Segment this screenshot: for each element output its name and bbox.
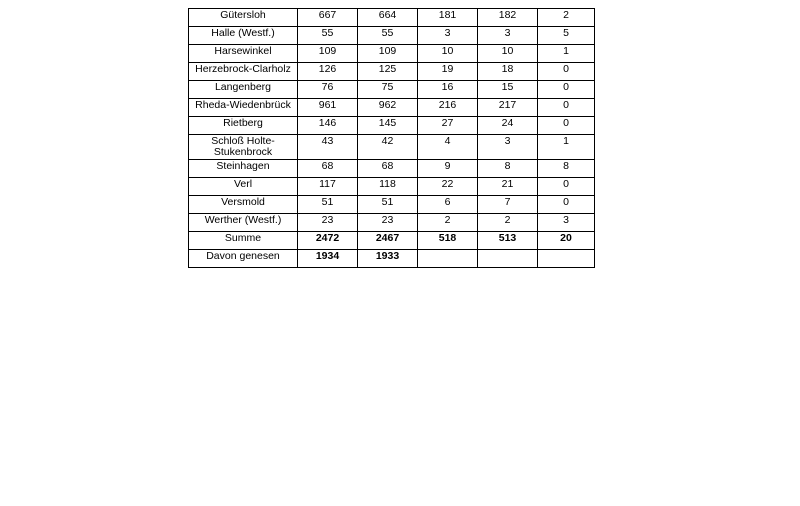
value-cell: 145	[358, 117, 418, 135]
value-cell: 0	[538, 117, 595, 135]
document-page	[188, 8, 595, 268]
value-cell: 217	[478, 99, 538, 117]
table-row	[189, 117, 595, 135]
value-cell: 216	[418, 99, 478, 117]
municipality-cell: Rietberg	[189, 117, 298, 135]
value-cell: 7	[478, 196, 538, 214]
value-cell: 0	[538, 178, 595, 196]
recovered-value-cell: 1934	[298, 250, 358, 268]
value-cell: 1	[538, 135, 595, 160]
empty-cell	[418, 250, 478, 268]
recovered-label: Davon genesen	[189, 250, 298, 268]
municipality-cell: Verl	[189, 178, 298, 196]
table-row	[189, 196, 595, 214]
value-cell: 5	[538, 27, 595, 45]
value-cell: 9	[418, 160, 478, 178]
value-cell: 0	[538, 99, 595, 117]
table-row	[189, 178, 595, 196]
value-cell: 118	[358, 178, 418, 196]
value-cell: 68	[358, 160, 418, 178]
table-row	[189, 63, 595, 81]
value-cell: 109	[358, 45, 418, 63]
value-cell: 43	[298, 135, 358, 160]
table-row	[189, 135, 595, 160]
value-cell: 8	[478, 160, 538, 178]
table-row	[189, 81, 595, 99]
value-cell: 109	[298, 45, 358, 63]
value-cell: 42	[358, 135, 418, 160]
municipality-cell: Werther (Westf.)	[189, 214, 298, 232]
table-row	[189, 45, 595, 63]
value-cell: 181	[418, 9, 478, 27]
value-cell: 6	[418, 196, 478, 214]
value-cell: 23	[358, 214, 418, 232]
sum-value-cell: 513	[478, 232, 538, 250]
sum-value-cell: 518	[418, 232, 478, 250]
municipality-cell: Versmold	[189, 196, 298, 214]
table-row	[189, 99, 595, 117]
value-cell: 664	[358, 9, 418, 27]
municipality-cell: Harsewinkel	[189, 45, 298, 63]
value-cell: 55	[298, 27, 358, 45]
value-cell: 68	[298, 160, 358, 178]
value-cell: 8	[538, 160, 595, 178]
value-cell: 10	[418, 45, 478, 63]
sum-row	[189, 232, 595, 250]
value-cell: 146	[298, 117, 358, 135]
value-cell: 667	[298, 9, 358, 27]
table-row	[189, 9, 595, 27]
value-cell: 1	[538, 45, 595, 63]
municipality-cell: Steinhagen	[189, 160, 298, 178]
value-cell: 3	[478, 135, 538, 160]
value-cell: 2	[538, 9, 595, 27]
sum-value-cell: 2472	[298, 232, 358, 250]
value-cell: 2	[478, 214, 538, 232]
municipality-cell: Herzebrock-Clarholz	[189, 63, 298, 81]
value-cell: 76	[298, 81, 358, 99]
case-count-table	[188, 8, 595, 268]
value-cell: 3	[538, 214, 595, 232]
value-cell: 23	[298, 214, 358, 232]
value-cell: 10	[478, 45, 538, 63]
value-cell: 962	[358, 99, 418, 117]
sum-value-cell: 2467	[358, 232, 418, 250]
value-cell: 3	[478, 27, 538, 45]
value-cell: 3	[418, 27, 478, 45]
recovered-row	[189, 250, 595, 268]
value-cell: 75	[358, 81, 418, 99]
municipality-cell: Schloß Holte-Stukenbrock	[189, 135, 298, 160]
municipality-cell: Langenberg	[189, 81, 298, 99]
value-cell: 0	[538, 63, 595, 81]
empty-cell	[478, 250, 538, 268]
municipality-cell: Rheda-Wiedenbrück	[189, 99, 298, 117]
municipality-cell: Gütersloh	[189, 9, 298, 27]
value-cell: 182	[478, 9, 538, 27]
sum-label: Summe	[189, 232, 298, 250]
value-cell: 125	[358, 63, 418, 81]
value-cell: 0	[538, 196, 595, 214]
value-cell: 15	[478, 81, 538, 99]
value-cell: 4	[418, 135, 478, 160]
value-cell: 24	[478, 117, 538, 135]
empty-cell	[538, 250, 595, 268]
sum-value-cell: 20	[538, 232, 595, 250]
value-cell: 16	[418, 81, 478, 99]
value-cell: 2	[418, 214, 478, 232]
municipality-cell: Halle (Westf.)	[189, 27, 298, 45]
value-cell: 51	[298, 196, 358, 214]
table-row	[189, 160, 595, 178]
table-row	[189, 214, 595, 232]
recovered-value-cell: 1933	[358, 250, 418, 268]
value-cell: 51	[358, 196, 418, 214]
value-cell: 961	[298, 99, 358, 117]
value-cell: 126	[298, 63, 358, 81]
value-cell: 55	[358, 27, 418, 45]
value-cell: 18	[478, 63, 538, 81]
value-cell: 21	[478, 178, 538, 196]
value-cell: 22	[418, 178, 478, 196]
value-cell: 0	[538, 81, 595, 99]
value-cell: 19	[418, 63, 478, 81]
value-cell: 27	[418, 117, 478, 135]
table-row	[189, 27, 595, 45]
value-cell: 117	[298, 178, 358, 196]
